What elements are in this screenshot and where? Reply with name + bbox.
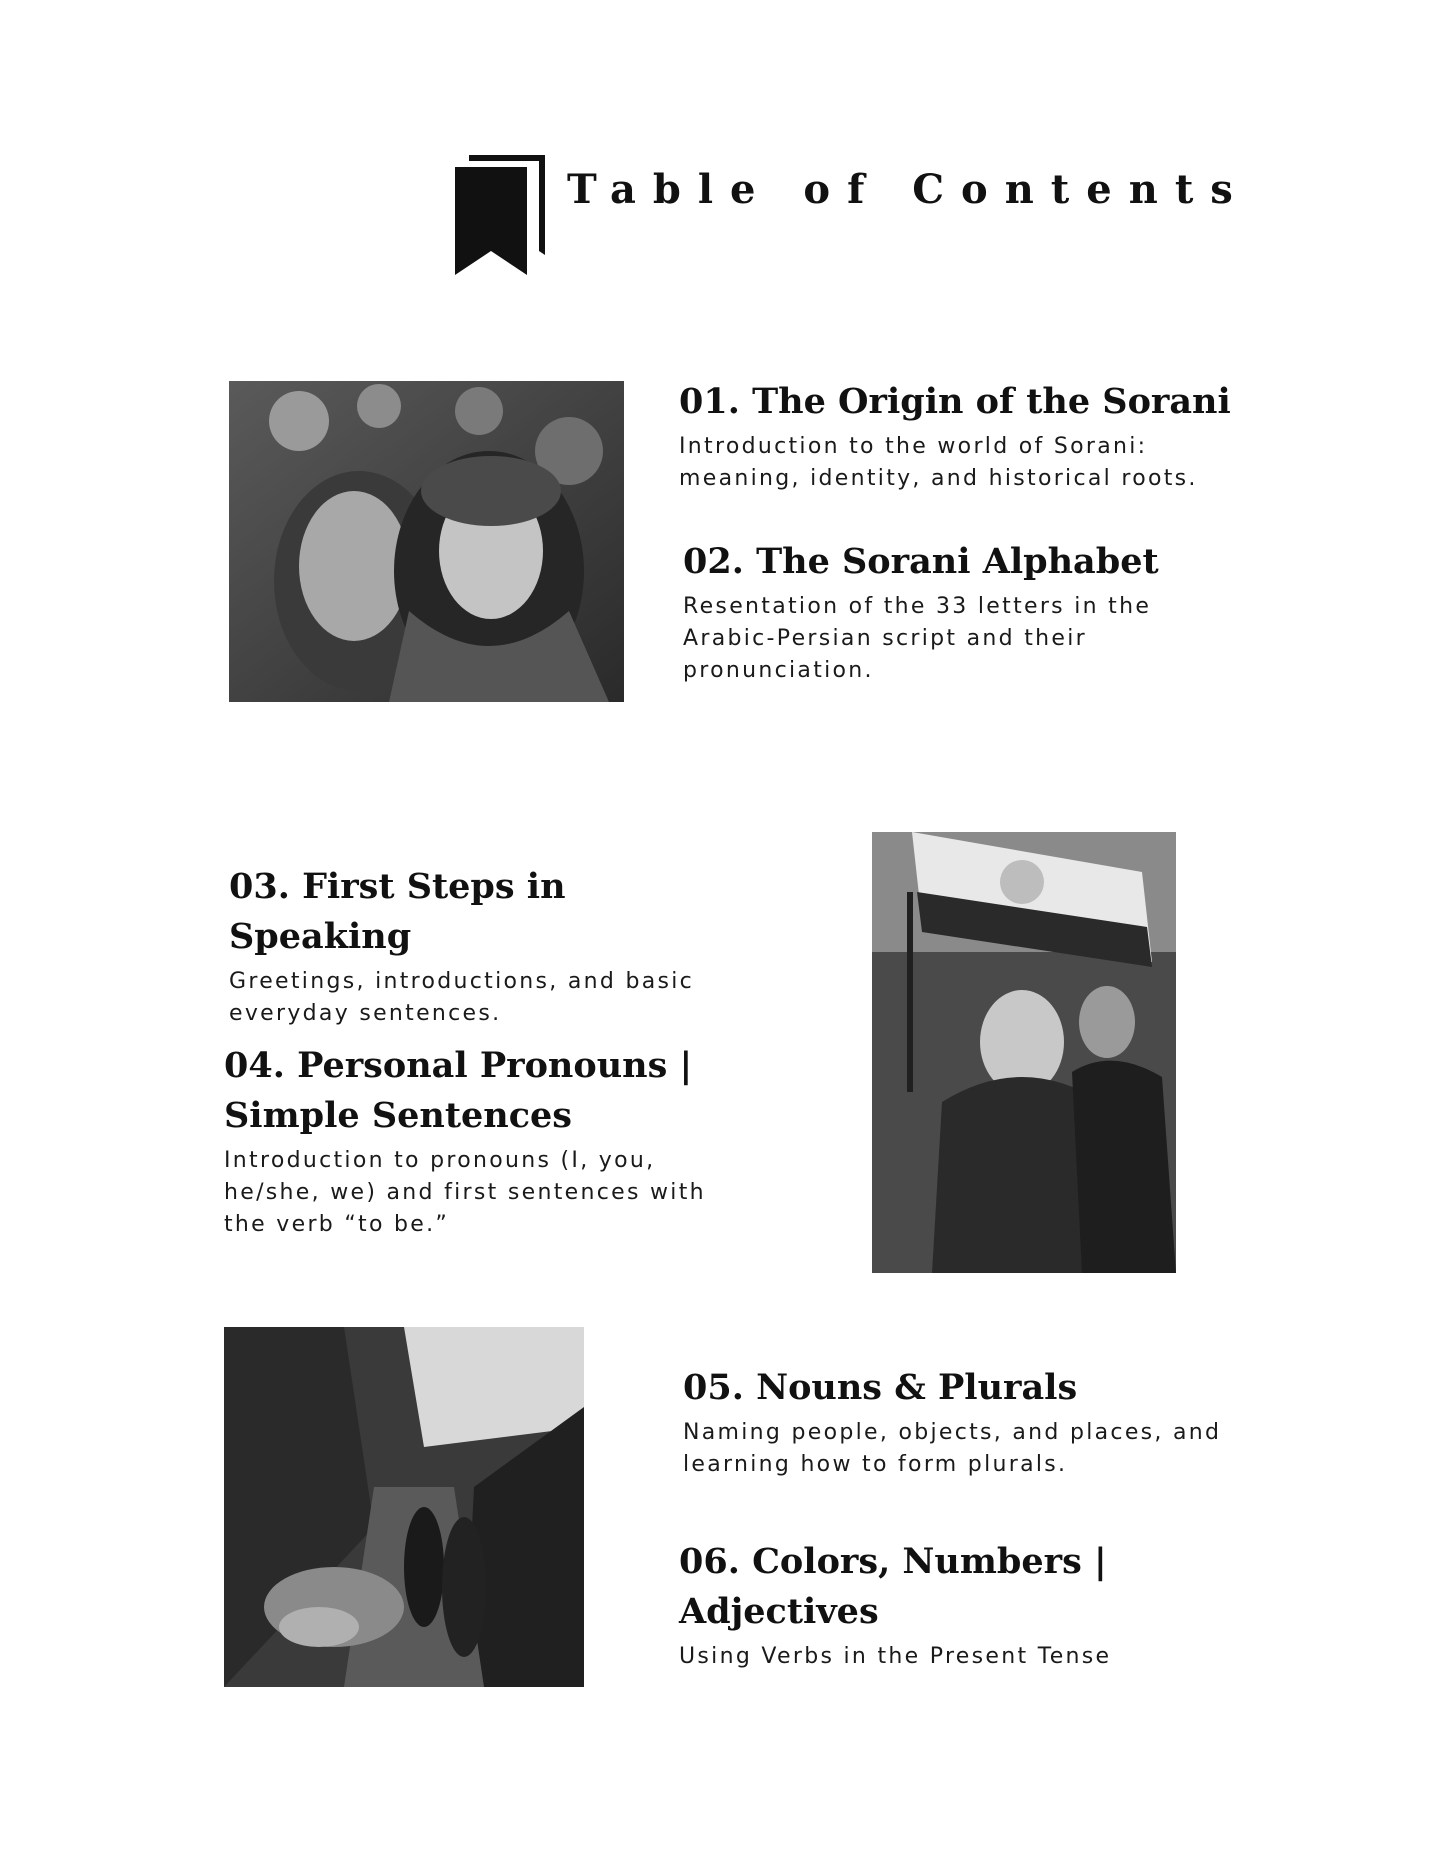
entry-title: 06. Colors, Numbers | Adjectives bbox=[679, 1541, 1107, 1632]
entry-description: Using Verbs in the Present Tense bbox=[679, 1644, 1112, 1669]
bazaar-photo bbox=[224, 1327, 584, 1687]
entry-description: Introduction to the world of Sorani: meaning, identity, and historical roots. bbox=[679, 434, 1198, 491]
toc-entry-3[interactable] bbox=[229, 862, 749, 1030]
toc-entry-1[interactable] bbox=[679, 377, 1239, 495]
toc-entry-5[interactable] bbox=[683, 1363, 1243, 1481]
toc-entry-6[interactable] bbox=[679, 1537, 1199, 1673]
entry-title: 03. First Steps in Speaking bbox=[229, 866, 566, 957]
toc-entry-4[interactable] bbox=[224, 1041, 744, 1241]
bookmark-icon bbox=[455, 155, 547, 275]
entry-title: 05. Nouns & Plurals bbox=[683, 1367, 1078, 1408]
entry-description: Introduction to pronouns (I, you, he/she, we) and first sentences with the verb “to be.” bbox=[224, 1148, 706, 1237]
toc-entry-2[interactable] bbox=[683, 537, 1243, 687]
entry-description: Greetings, introductions, and basic everyday sentences. bbox=[229, 969, 695, 1026]
page-title: Table of Contents bbox=[567, 166, 1250, 213]
entry-title: 01. The Origin of the Sorani bbox=[679, 381, 1231, 422]
entry-title: 02. The Sorani Alphabet bbox=[683, 541, 1159, 582]
entry-description: Resentation of the 33 letters in the Arabic-Persian script and their pronunciation. bbox=[683, 594, 1152, 683]
entry-title: 04. Personal Pronouns | Simple Sentences bbox=[224, 1045, 693, 1136]
entry-description: Naming people, objects, and places, and learning how to form plurals. bbox=[683, 1420, 1222, 1477]
flag-march-photo bbox=[872, 832, 1176, 1273]
crowd-portrait-photo bbox=[229, 381, 624, 702]
